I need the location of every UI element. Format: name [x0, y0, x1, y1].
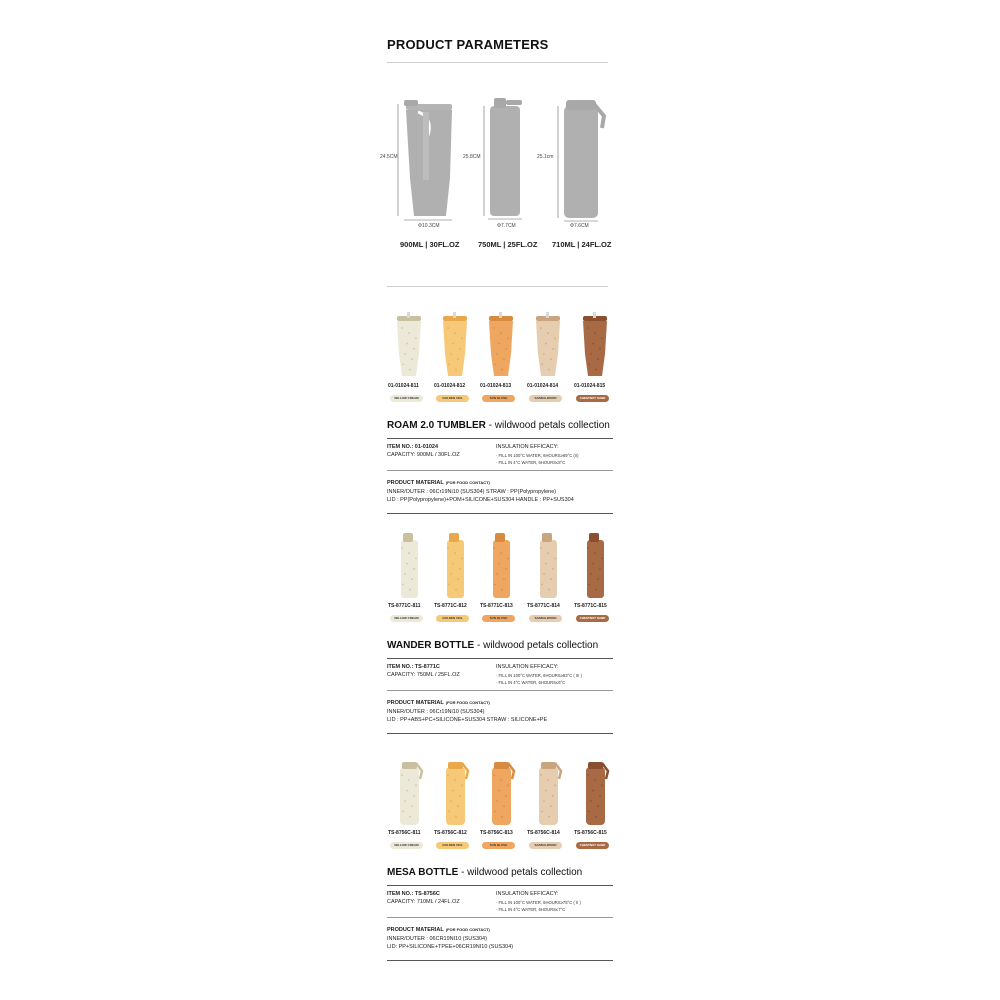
capacity: CAPACITY: 900ML / 30FL.OZ [387, 452, 460, 458]
page-title: PRODUCT PARAMETERS [387, 37, 549, 52]
mesa-bottle-4 [531, 759, 565, 830]
material-note: (FOR FOOD CONTACT) [445, 927, 490, 932]
product-code: TS-8771C-814 [527, 603, 560, 609]
product-title [387, 640, 598, 651]
insulation-hot: · FILL IN 100°C WATER, 6HOURS≥75°C ( II ) [496, 900, 581, 905]
mesa-bottle-3 [484, 759, 518, 830]
color-pill: SANDALWOOD [529, 842, 562, 849]
product-rule [387, 438, 613, 439]
material-title-text: PRODUCT MATERIAL [387, 480, 444, 486]
product-code: 01-01024-811 [388, 383, 419, 389]
insulation-hot: · FILL IN 100°C WATER, 6HOURS≥63°C ( III ) [496, 673, 583, 678]
color-pill: WILLOW CREAM [390, 615, 423, 622]
color-pill: GOLDEN VEIL [436, 615, 469, 622]
color-pill: WILLOW CREAM [390, 395, 423, 402]
tumbler-bottle-3 [484, 312, 518, 383]
mesa-diameter: Φ7.6CM [570, 223, 589, 229]
insulation-title: INSULATION EFFICACY: [496, 664, 559, 670]
material-line: LID : PP(Polypropylene)+POM+SILICONE+SUS304 HANDLE : PP+SUS304 [387, 497, 574, 503]
wander-bottle-2 [438, 532, 472, 603]
material-title-text: PRODUCT MATERIAL [387, 927, 444, 933]
product-code: TS-8756C-814 [527, 830, 560, 836]
product-code: TS-8771C-815 [574, 603, 607, 609]
color-pill: GOLDEN VEIL [436, 395, 469, 402]
product-end-rule [387, 733, 613, 734]
mesa-silhouette [556, 98, 608, 223]
mesa-bottle-5 [578, 759, 612, 830]
product-code: 01-01024-814 [527, 383, 559, 389]
product-title [387, 420, 610, 431]
product-name: MESA BOTTLE [387, 867, 459, 878]
insulation-cold: · FILL IN 4°C WATER, 6HOURS≤7°C [496, 907, 566, 912]
product-code: TS-8756C-813 [480, 830, 513, 836]
color-pill: GOLDEN VEIL [436, 842, 469, 849]
wander-bottle-3 [484, 532, 518, 603]
product-code: TS-8756C-812 [434, 830, 467, 836]
material-line: INNER/OUTER : 06CR19NI10 (SUS304) [387, 936, 487, 942]
color-pill: SUN BLUSH [482, 395, 515, 402]
capacity: CAPACITY: 710ML / 24FL.OZ [387, 899, 460, 905]
product-code: 01-01024-813 [480, 383, 512, 389]
product-collection: - wildwood petals collection [474, 640, 599, 651]
wander-bottle-4 [531, 532, 565, 603]
material-title-text: PRODUCT MATERIAL [387, 700, 444, 706]
wander-capacity: 750ML | 25FL.OZ [478, 240, 538, 249]
material-title [387, 480, 490, 486]
product-rule [387, 658, 613, 659]
item-number: ITEM NO.: TS-8756C [387, 891, 440, 897]
product-title [387, 867, 582, 878]
material-title [387, 700, 490, 706]
product-subrule [387, 690, 613, 691]
material-note: (FOR FOOD CONTACT) [445, 480, 490, 485]
mesa-bottle-1 [392, 759, 426, 830]
mesa-height: 25.1cm [537, 154, 554, 160]
wander-bottle-5 [578, 532, 612, 603]
product-name: WANDER BOTTLE [387, 640, 475, 651]
wander-diameter: Φ7.7CM [497, 223, 516, 229]
material-title [387, 927, 490, 933]
title-divider [387, 62, 608, 63]
mesa-capacity: 710ML | 24FL.OZ [552, 240, 612, 249]
tumbler-bottle-1 [392, 312, 426, 383]
tumbler-height: 24.5CM [380, 154, 398, 160]
item-number: ITEM NO.: TS-8771C [387, 664, 440, 670]
product-rule [387, 885, 613, 886]
wander-height: 25.8CM [463, 154, 481, 160]
insulation-hot: · FILL IN 100°C WATER, 6HOURS≥69°C (II) [496, 453, 579, 458]
tumbler-bottle-2 [438, 312, 472, 383]
color-pill: WILLOW CREAM [390, 842, 423, 849]
insulation-title: INSULATION EFFICACY: [496, 891, 559, 897]
product-subrule [387, 470, 613, 471]
section-divider [387, 286, 608, 287]
tumbler-bottle-5 [578, 312, 612, 383]
wander-bottle-1 [392, 532, 426, 603]
tumbler-bottle-4 [531, 312, 565, 383]
product-subrule [387, 917, 613, 918]
material-line: INNER/OUTER : 06Cr19Ni10 (SUS304) [387, 709, 485, 715]
tumbler-capacity: 900ML | 30FL.OZ [400, 240, 460, 249]
tumbler-silhouette [396, 98, 462, 223]
product-code: TS-8756C-811 [388, 830, 421, 836]
material-line: LID: PP+SILICONE+TPEE+06CR19NI10 (SUS304) [387, 944, 514, 950]
product-code: TS-8771C-812 [434, 603, 467, 609]
capacity: CAPACITY: 750ML / 25FL.OZ [387, 672, 460, 678]
mesa-bottle-2 [438, 759, 472, 830]
color-pill: CHESTNUT SAND [576, 842, 609, 849]
material-line: INNER/OUTER : 06Cr19Ni10 (SUS304) STRAW : PP(Polypropylene) [387, 489, 557, 495]
color-pill: SUN BLUSH [482, 842, 515, 849]
material-note: (FOR FOOD CONTACT) [445, 700, 490, 705]
wander-silhouette [482, 96, 528, 221]
product-code: 01-01024-815 [574, 383, 606, 389]
product-end-rule [387, 513, 613, 514]
color-pill: SANDALWOOD [529, 615, 562, 622]
color-pill: SUN BLUSH [482, 615, 515, 622]
color-pill: CHESTNUT SAND [576, 395, 609, 402]
insulation-cold: · FILL IN 4°C WATER, 6HOURS≤8°C [496, 460, 566, 465]
material-line: LID : PP+ABS+PC+SILICONE+SUS304 STRAW : SILICONE+PE [387, 717, 548, 723]
tumbler-diameter: Φ10.3CM [418, 223, 440, 229]
item-number: ITEM NO.: 01-01024 [387, 444, 439, 450]
product-code: 01-01024-812 [434, 383, 466, 389]
product-code: TS-8771C-811 [388, 603, 421, 609]
product-name: ROAM 2.0 TUMBLER [387, 420, 486, 431]
insulation-title: INSULATION EFFICACY: [496, 444, 559, 450]
product-code: TS-8771C-813 [480, 603, 513, 609]
product-code: TS-8756C-815 [574, 830, 607, 836]
product-collection: - wildwood petals collection [485, 420, 610, 431]
color-pill: CHESTNUT SAND [576, 615, 609, 622]
product-collection: - wildwood petals collection [458, 867, 583, 878]
product-end-rule [387, 960, 613, 961]
insulation-cold: · FILL IN 4°C WATER, 6HOURS≤6°C [496, 680, 566, 685]
color-pill: SANDALWOOD [529, 395, 562, 402]
